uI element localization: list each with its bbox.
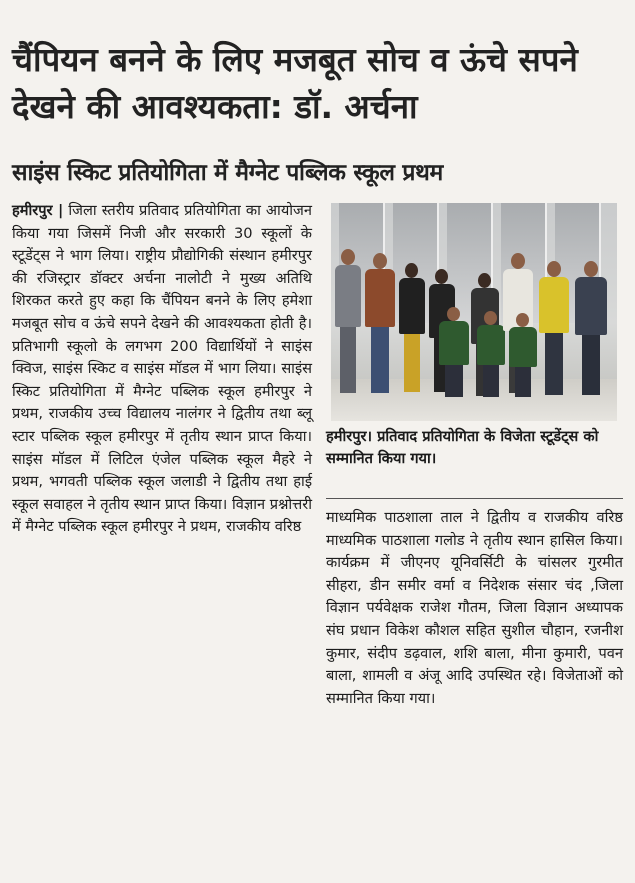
photo-person: [575, 261, 607, 399]
subheadline: साइंस स्किट प्रतियोगिता में मैग्नेट पब्लिक स्कूल प्रथम: [12, 160, 444, 186]
body-column-right: माध्यमिक पाठशाला ताल ने द्वितीय व राजकीय वरिष्ठ माध्यमिक पाठशाला गलोड ने तृतीय स्थान हासिल किया। कार्यक्रम में जीएनए यूनिवर्सिटी के चांसलर गुरमीत सीहरा, डीन समीर वर्मा व निदेशक संसार चंद ,जिला विज्ञान पर्यवेक्षक राजेश गौतम, जिला विज्ञान अध्यापक संघ प्रधान विकेश कौशल सहित सुशील चौहान, रजनीश कुमार, संदीप डढ़वाल, शशि बाला, मीना कुमारी, पवन बाला, शामली व अंजू आदि उपस्थित रहे। विजेताओं को सम्मानित किया गया।: [326, 509, 623, 707]
photo-person: [509, 313, 537, 399]
news-photo: [331, 203, 617, 421]
photo-person: [539, 261, 569, 399]
body-text-left: जिला स्तरीय प्रतिवाद प्रतियोगिता का आयोजन किया गया जिसमें निजी और सरकारी 30 स्कूलों के स्टूडेंट्स ने भाग लिया। राष्ट्रीय प्रौद्योगिकी संस्थान हमीरपुर की रजिस्ट्रार डॉक्टर अर्चना नालोटी ने मुख्य अतिथि शिरकत करते हुए कहा कि चैंपियन बनने के लिए हमेशा मजबूत सोच व ऊंचे सपने देखने की आवश्यकता होती है। प्रतिभागी स्कूलो के लगभग 200 विद्यार्थियों ने साइंस क्विज, साइंस स्किट व साइंस मॉडल में भाग लिया। साइंस स्किट प्रतियोगिता में मैग्नेट पब्लिक स्कूल हमीरपुर ने प्रथम, राजकीय उच्च विद्यालय नालंगर ने द्वितीय तथा ब्लू स्टार पब्लिक स्कूल हमीरपुर में तृतीय स्थान प्राप्त किया। साइंस मॉडल में लिटिल एंजेल पब्लिक स्कूल मैहरे ने प्रथम, भगवती पब्लिक स्कूल जलाडी ने द्वितीय तथा हाई स्कूल सवाहल ने तृतीय स्थान प्राप्त किया। विज्ञान प्रश्नोत्तरी में मैग्नेट पब्लिक स्कूल हमीरपुर ने प्रथम, राजकीय वरिष्ठ: [12, 202, 312, 536]
caption-divider: [326, 498, 623, 499]
photo-person: [335, 249, 361, 399]
dateline: हमीरपुर |: [12, 202, 64, 219]
headline: चैंपियन बनने के लिए मजबूत सोच व ऊंचे सपने देखने की आवश्यकता: डॉ. अर्चना: [12, 40, 578, 126]
photo-person: [477, 311, 505, 399]
photo-person: [365, 253, 395, 399]
photo-person: [439, 307, 469, 399]
photo-person: [399, 263, 425, 395]
photo-caption: हमीरपुर। प्रतिवाद प्रतियोगिता के विजेता स्टूडेंट्स को सम्मानित किया गया।: [326, 428, 599, 467]
body-column-left: [12, 200, 312, 539]
